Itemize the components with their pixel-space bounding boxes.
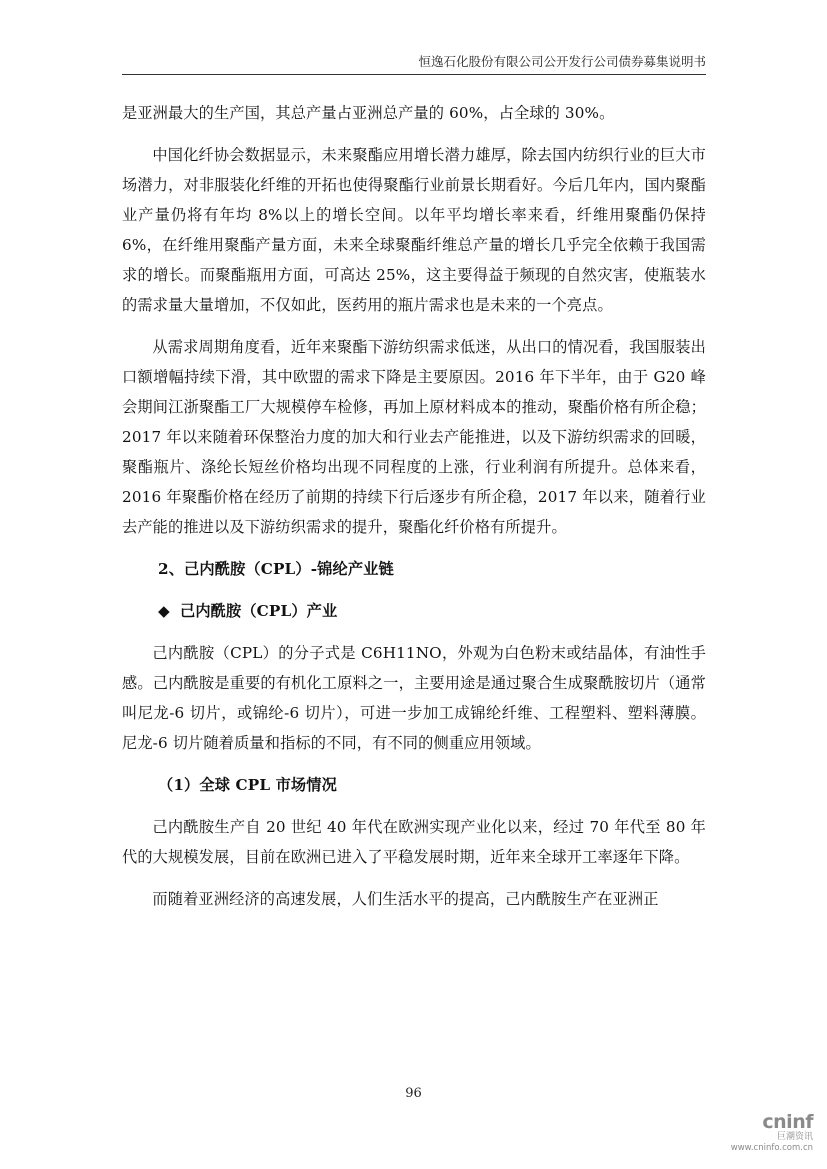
- paragraph-3: 从需求周期角度看，近年来聚酯下游纺织需求低迷，从出口的情况看，我国服装出口额增幅持续下滑，其中欧盟的需求下降是主要原因。2016 年下半年，由于 G20 峰会期间江浙聚酯工厂大规模停车检修，再加上原材料成本的推动，聚酯价格有所企稳；2017 年以来随着环保整治力度的加大和行业去产能推进，以及下游纺织需求的回暖，聚酯瓶片、涤纶长短丝价格均出现不同程度的上涨，行业利润有所提升。总体来看，2016 年聚酯价格在经历了前期的持续下行后逐步有所企稳，2017 年以来，随着行业去产能的推进以及下游纺织需求的提升，聚酯化纤价格有所提升。: [122, 338, 706, 536]
- paragraph-4: 己内酰胺（CPL）的分子式是 C6H11NO，外观为白色粉末或结晶体，有油性手感。己内酰胺是重要的有机化工原料之一，主要用途是通过聚合生成聚酰胺切片（通常叫尼龙-6 切片，或锦纶-6 切片），可进一步加工成锦纶纤维、工程塑料、塑料薄膜。尼龙-6 切片随着质量和指标的不同，有不同的侧重应用领域。: [122, 644, 706, 752]
- logo-wordmark: cninf: [762, 1111, 813, 1133]
- diamond-bullet-icon: ◆: [158, 602, 170, 620]
- paragraph-1: 是亚洲最大的生产国，其总产量占亚洲总产量的 60%，占全球的 30%。: [122, 104, 615, 122]
- paragraph-2: 中国化纤协会数据显示，未来聚酯应用增长潜力雄厚，除去国内纺织行业的巨大市场潜力，对非服装化纤维的开拓也使得聚酯行业前景长期看好。今后几年内，国内聚酯业产量仍将有年均 8%以上的增长空间。以年平均增长率来看，纤维用聚酯仍保持 6%，在纤维用聚酯产量方面，未来全球聚酯纤维总产量的增长几乎完全依赖于我国需求的增长。而聚酯瓶用方面，可高达 25%，这主要得益于频现的自然灾害，使瓶装水的需求量大量增加，不仅如此，医药用的瓶片需求也是未来的一个亮点。: [122, 146, 706, 314]
- subsection-heading-text: 己内酰胺（CPL）产业: [180, 602, 338, 620]
- page-body: [122, 98, 706, 926]
- sub-subsection-heading: （1）全球 CPL 市场情况: [158, 776, 337, 794]
- header-rule: [122, 74, 706, 75]
- cninfo-logo: [713, 1112, 813, 1153]
- logo-url: www.cninfo.com.cn: [730, 1143, 813, 1153]
- subsection-heading: [122, 596, 706, 626]
- running-header: 恒逸石化股份有限公司公开发行公司债券募集说明书: [418, 54, 706, 69]
- section-heading: 2、己内酰胺（CPL）-锦纶产业链: [158, 560, 394, 578]
- paragraph-6: 而随着亚洲经济的高速发展，人们生活水平的提高，己内酰胺生产在亚洲正: [152, 890, 659, 908]
- page-number: 96: [405, 1086, 422, 1101]
- paragraph-5: 己内酰胺生产自 20 世纪 40 年代在欧洲实现产业化以来，经过 70 年代至 80 年代的大规模发展，目前在欧洲已进入了平稳发展时期，近年来全球开工率逐年下降。: [122, 818, 706, 866]
- logo-subtitle: 巨潮资讯: [776, 1132, 813, 1142]
